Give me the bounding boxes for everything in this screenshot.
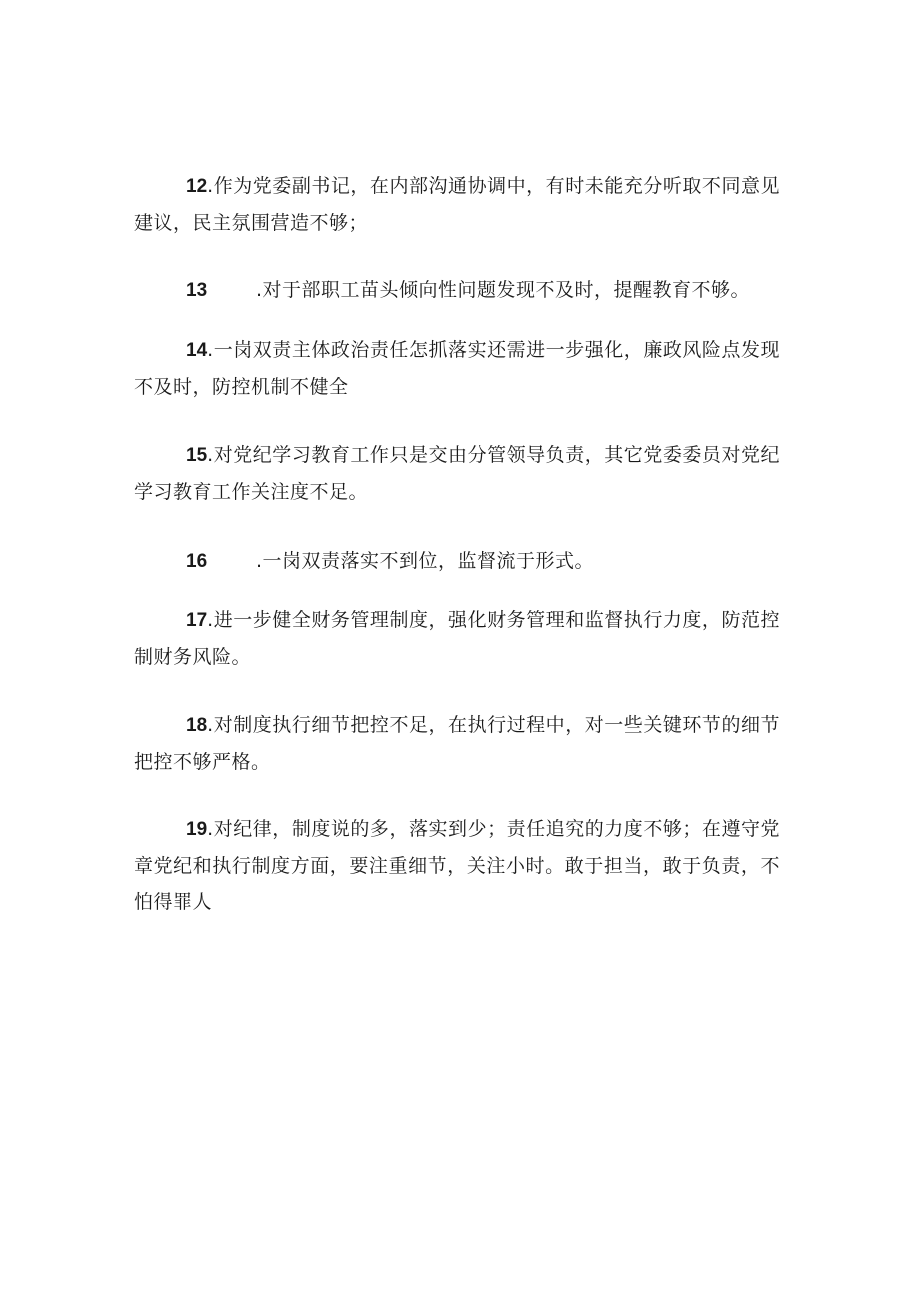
item-number: 16 [186, 551, 208, 572]
list-item [134, 437, 780, 510]
list-item [134, 811, 780, 920]
item-number: 14 [186, 340, 208, 361]
item-text: .一岗双责落实不到位，监督流于形式。 [256, 550, 595, 572]
item-text: .一岗双责主体政治责任怎抓落实还需进一步强化，廉政风险点发现不及时，防控机制不健全 [134, 339, 780, 398]
list-item [134, 332, 780, 405]
list-item [134, 168, 780, 241]
item-text: .对纪律，制度说的多，落实到少；责任追究的力度不够；在遵守党章党纪和执行制度方面，要注重细节，关注小时。敢于担当，敢于负责，不怕得罪人 [134, 818, 780, 913]
item-number: 18 [186, 715, 208, 736]
item-number: 19 [186, 819, 208, 840]
item-text: .对制度执行细节把控不足，在执行过程中，对一些关键环节的细节把控不够严格。 [134, 714, 780, 773]
item-text: .进一步健全财务管理制度，强化财务管理和监督执行力度，防范控制财务风险。 [134, 609, 780, 668]
list-item [134, 602, 780, 675]
item-text: .作为党委副书记，在内部沟通协调中，有时未能充分听取不同意见建议，民主氛围营造不够； [134, 175, 780, 234]
list-item [134, 272, 780, 309]
item-text: .对于部职工苗头倾向性问题发现不及时，提醒教育不够。 [256, 279, 751, 301]
item-number: 15 [186, 445, 208, 466]
list-item [134, 707, 780, 780]
list-item [134, 543, 780, 580]
item-number: 17 [186, 610, 208, 631]
item-text: .对党纪学习教育工作只是交由分管领导负责，其它党委委员对党纪学习教育工作关注度不足。 [134, 444, 780, 503]
item-number: 12 [186, 176, 208, 197]
item-number: 13 [186, 280, 208, 301]
